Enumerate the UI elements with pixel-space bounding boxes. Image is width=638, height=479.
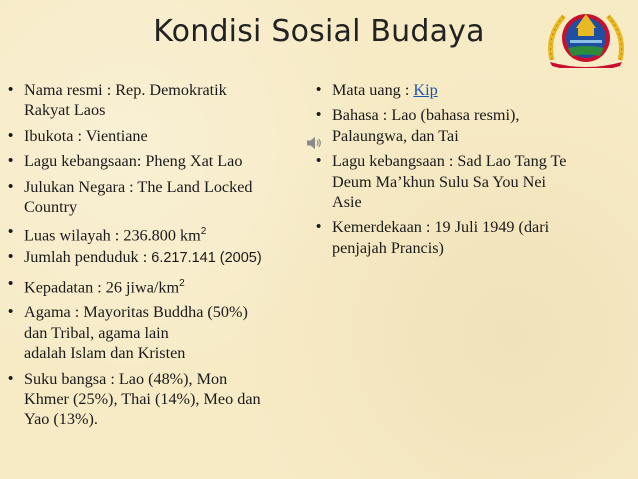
list-item [316,151,634,212]
list-item [8,177,323,218]
list-item [316,80,634,100]
item-text: Ibukota : Vientiane [24,126,148,145]
item-text: adalah Islam dan Kristen [24,344,186,363]
superscript: 2 [179,277,185,289]
list-item [316,105,634,146]
item-text: Bahasa : Lao (bahasa resmi), [332,106,520,125]
speaker-icon[interactable] [306,136,322,150]
list-item [8,151,323,171]
laos-national-emblem-icon [542,6,630,68]
list-item [8,302,323,363]
superscript: 2 [200,226,207,238]
list-item [8,369,323,430]
item-text: Kemerdekaan : 19 Juli 1949 (dari [332,218,550,237]
item-text: Agama : Mayoritas Buddha (50%) [24,303,248,322]
item-text: Mata uang : [332,81,414,99]
item-text: Yao (13%). [24,410,98,429]
item-text: Julukan Negara : The Land Locked [24,177,253,196]
list-item [8,126,323,146]
left-column [8,80,323,435]
item-text: Suku bangsa : Lao (48%), Mon [24,369,228,388]
kip-link[interactable]: Kip [413,81,438,99]
item-text: Rakyat Laos [24,101,106,120]
population-value: 6.217.141 (2005) [151,250,262,267]
list-item [8,274,323,298]
item-text: Luas wilayah : 236.800 km [24,226,201,245]
item-text: penjajah Prancis) [332,238,444,257]
list-item [8,80,323,121]
item-text: Jumlah penduduk : [24,248,152,267]
item-text: Lagu kebangsaan : Sad Lao Tang Te [332,152,567,171]
item-text: Nama resmi : Rep. Demokratik [24,81,227,99]
item-text: Asie [332,193,362,212]
item-text: Palaungwa, dan Tai [332,126,459,145]
item-text: Khmer (25%), Thai (14%), Meo dan [24,390,261,409]
slide-title: Kondisi Sosial Budaya [153,14,485,49]
list-item [8,222,323,246]
list-item [316,217,634,258]
item-text: Lagu kebangsaan: Pheng Xat Lao [24,152,243,171]
item-text: Kepadatan : 26 jiwa/km [24,278,180,297]
item-text: Country [24,198,78,217]
item-text: dan Tribal, agama lain [24,323,169,342]
right-column [316,80,634,263]
list-item [8,247,323,268]
item-text: Deum Ma’khun Sulu Sa You Nei [332,172,547,191]
